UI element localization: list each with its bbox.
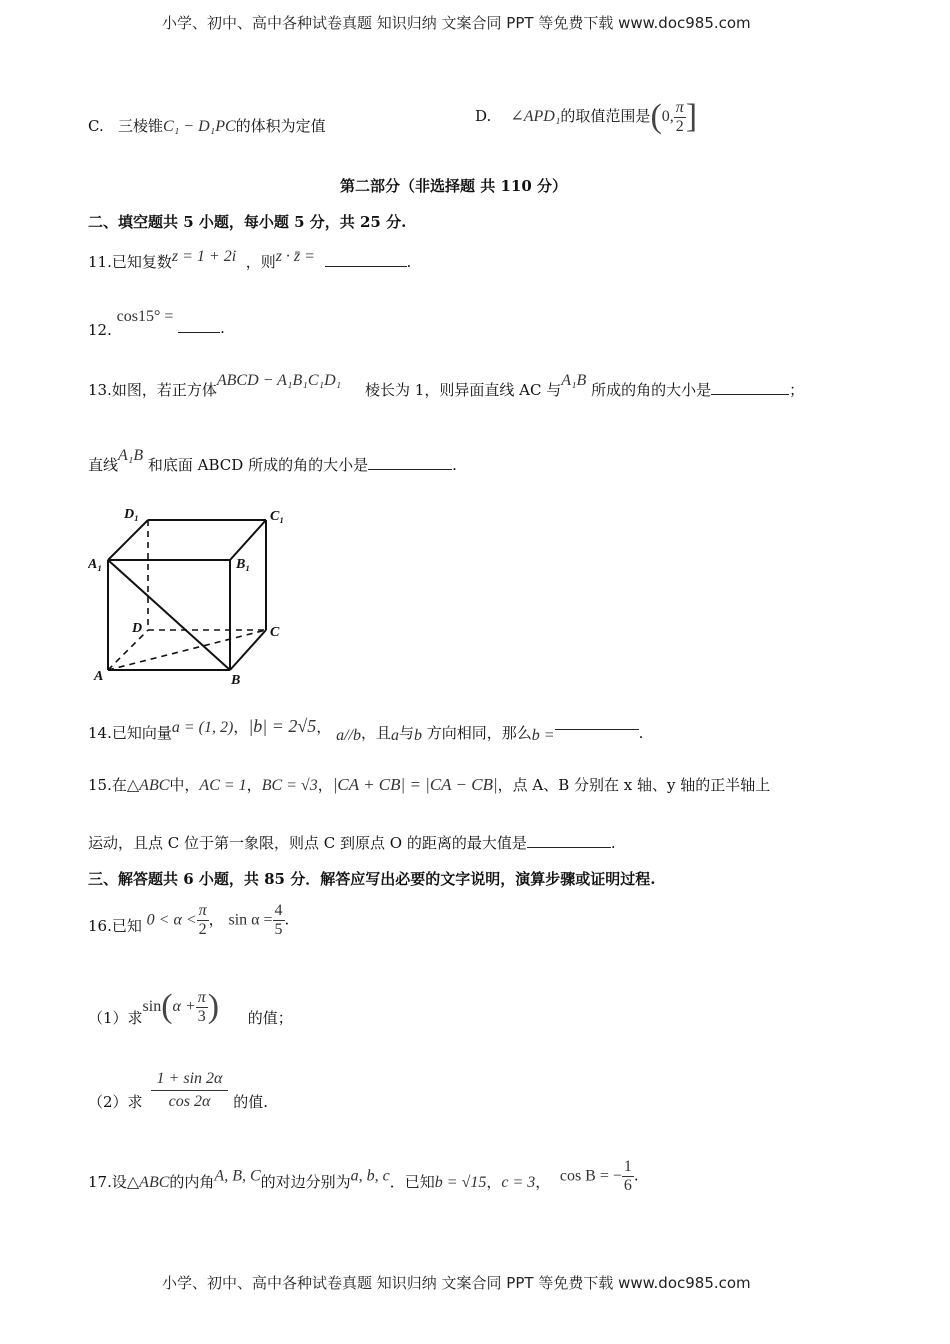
q13-math-cube: ABCD − A₁B₁C₁D₁ xyxy=(216,372,342,389)
cube-figure xyxy=(88,500,303,692)
q15-math-bc: BC = √3 xyxy=(261,777,318,794)
section2-title: 二、填空题共 5 小题，每小题 5 分，共 25 分. xyxy=(88,213,407,231)
question-16-part1: （1）求sin(α + $\frac{\pi}{3}$ ) 的值； xyxy=(88,988,293,1027)
label-c: C xyxy=(270,625,280,640)
edge-d1a1 xyxy=(108,520,148,560)
question-15: 15.在△ABC中，AC = 1，BC = √3，|CA + CB| = |CA − CB|，点 A、B 分别在 x 轴、y 轴的正半轴上 xyxy=(88,775,771,794)
q12-math: cos15° = xyxy=(116,308,174,325)
label-a1: A₁ xyxy=(88,557,103,572)
question-15-line2: 运动，且点 C 位于第一象限，则点 C 到原点 O 的距离的最大值是 . xyxy=(88,834,616,852)
question-14: 14.已知向量a = (1, 2)，|b| = 2√5， a//b，且a与b 方向相同，那么b = . xyxy=(88,716,644,744)
label-a: A xyxy=(94,669,104,684)
option-d: D. ∠APD₁的取值范围是(0, $\frac{\pi}{2}$ ] xyxy=(475,98,698,135)
q11-math-z: z = 1 + 2i xyxy=(171,248,237,265)
label-c1: C₁ xyxy=(270,509,285,524)
q16-p2-fraction: $\frac{1 + \sin 2\alpha}{\cos 2\alpha}$ xyxy=(151,1068,229,1113)
label-b1: B₁ xyxy=(236,557,251,572)
q11-math-product: z · z̄ = xyxy=(275,248,315,265)
edge-ad-hidden xyxy=(108,630,148,670)
edge-c1b1 xyxy=(230,520,266,560)
option-d-label: D. xyxy=(475,107,492,125)
q16-cond1: 0 < α < xyxy=(146,911,197,929)
answer-blank-11 xyxy=(325,252,407,267)
q16-cond1-fraction: $\frac{\pi}{2}$ xyxy=(198,902,207,938)
option-d-range-left: 0, xyxy=(661,108,674,125)
part2-title: 第二部分（非选择题 共 110 分） xyxy=(340,177,567,195)
q14-math-b: b = xyxy=(531,727,555,744)
option-c-post: 的体积为定值 xyxy=(235,117,326,135)
question-17: 17.设△ABC的内角A, B, C的对边分别为a, b, c．已知b = √15，c = 3， cos B = − $\frac{1}{6}$ . xyxy=(88,1158,639,1194)
answer-blank-13a xyxy=(711,380,789,395)
answer-blank-13b xyxy=(368,455,452,470)
question-13-line2: 直线A₁B 和底面 ABCD 所成的角的大小是 . xyxy=(88,447,457,474)
section3-title: 三、解答题共 6 小题，共 85 分．解答应写出必要的文字说明，演算步骤或证明过程. xyxy=(88,870,656,888)
footer-watermark: 小学、初中、高中各种试卷真题 知识归纳 文案合同 PPT 等免费下载 www.doc985.com xyxy=(162,1274,751,1292)
q15-math-ac: AC = 1 xyxy=(199,777,247,794)
header-watermark: 小学、初中、高中各种试卷真题 知识归纳 文案合同 PPT 等免费下载 www.doc985.com xyxy=(162,14,751,32)
option-d-mid: 的取值范围是 xyxy=(560,107,651,125)
question-16-part2: （2）求 $\frac{1 + \sin 2\alpha}{\cos 2\alpha}$ 的值. xyxy=(88,1068,268,1113)
q15-math-triangle: △ABC xyxy=(126,777,170,794)
q17-cosb: cos B = − xyxy=(559,1167,622,1185)
q17-fraction: $\frac{1}{6}$ xyxy=(623,1158,632,1194)
label-d1: D₁ xyxy=(124,507,139,522)
q16-p1-func: sin xyxy=(142,998,162,1015)
question-16: 16.已知 0 < α < $\frac{\pi}{2}$ ， sin α = $\frac{4}{5}$ . xyxy=(88,902,290,938)
label-d: D xyxy=(132,621,143,636)
q16-cond2-fraction: $\frac{4}{5}$ xyxy=(274,902,283,938)
q16-cond2: sin α = xyxy=(228,911,273,929)
segment-ac-hidden xyxy=(108,630,266,670)
option-c xyxy=(88,115,326,136)
q13-line2-math: A₁B xyxy=(118,447,144,464)
option-d-range-fraction: $\frac{\pi}{2}$ xyxy=(675,98,684,135)
option-c-math: C₁ − D₁PC xyxy=(163,118,236,135)
answer-blank-14 xyxy=(555,729,639,730)
option-c-pre: 三棱锥 xyxy=(118,117,164,135)
question-13: 13.如图，若正方体ABCD − A₁B₁C₁D₁ 棱长为 1，则异面直线 AC 与A₁B 所成的角的大小是 ； xyxy=(88,372,805,399)
segment-a1b xyxy=(108,560,230,670)
answer-blank-15 xyxy=(527,833,611,848)
question-11: 11.已知复数z = 1 + 2i ，则z · z̄ = . xyxy=(88,248,412,271)
edge-bc xyxy=(230,630,266,670)
option-c-label: C. xyxy=(88,117,104,135)
q16-p1-fraction: $\frac{\pi}{3}$ xyxy=(197,988,206,1025)
question-12: 12. cos15° = . xyxy=(88,308,225,339)
option-d-math: ∠APD₁ xyxy=(510,108,561,125)
answer-blank-12 xyxy=(178,318,220,333)
q13-math-a1b: A₁B xyxy=(561,372,587,389)
q14-math-norm-b: |b| = 2√5 xyxy=(248,716,317,736)
q15-math-vectors: |CA + CB| = |CA − CB| xyxy=(332,775,498,794)
q14-math-a: a = (1, 2) xyxy=(171,719,234,736)
q14-math-parallel: a//b xyxy=(336,727,361,744)
label-b: B xyxy=(231,673,241,688)
